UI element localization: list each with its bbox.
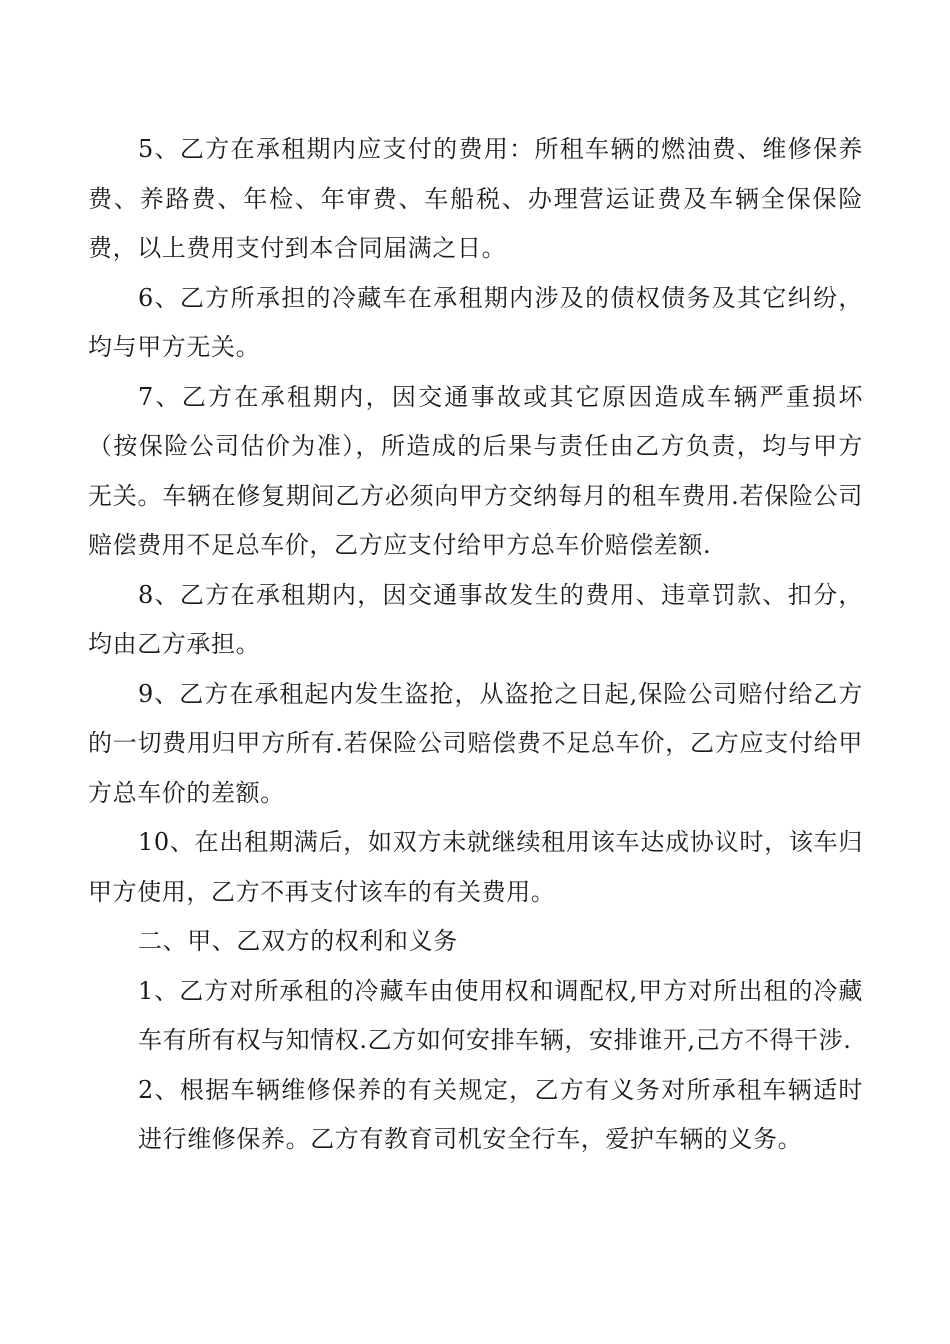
clause-7: 7、乙方在承租期内，因交通事故或其它原因造成车辆严重损坏（按保险公司估价为准），所造成的后果与责任由乙方负责，均与甲方无关。车辆在修复期间乙方必须向甲方交纳每月的租车费用.若保险公司赔偿费用不足总车价，乙方应支付给甲方总车价赔偿差额.: [88, 382, 863, 559]
clause-8: 8、乙方在承租期内，因交通事故发生的费用、违章罚款、扣分，均由乙方承担。: [88, 580, 863, 658]
section-item-1: 1、乙方对所承租的冷藏车由使用权和调配权,甲方对所出租的冷藏车有所有权与知情权.乙方如何安排车辆，安排谁开,己方不得干涉.: [138, 976, 863, 1054]
document-body: [88, 125, 863, 1165]
clause-9: 9、乙方在承租起内发生盗抢，从盗抢之日起,保险公司赔付给乙方的一切费用归甲方所有.若保险公司赔偿费不足总车价，乙方应支付给甲方总车价的差额。: [88, 679, 863, 807]
clause-6: 6、乙方所承担的冷藏车在承租期内涉及的债权债务及其它纠纷，均与甲方无关。: [88, 283, 863, 361]
clause-10: 10、在出租期满后，如双方未就继续租用该车达成协议时，该车归甲方使用，乙方不再支付该车的有关费用。: [88, 828, 863, 906]
section-item-2: 2、根据车辆维修保养的有关规定，乙方有义务对所承租车辆适时进行维修保养。乙方有教育司机安全行车，爱护车辆的义务。: [138, 1075, 863, 1153]
clause-5: 5、乙方在承租期内应支付的费用：所租车辆的燃油费、维修保养费、养路费、年检、年审费、车船税、办理营运证费及车辆全保保险费，以上费用支付到本合同届满之日。: [88, 135, 863, 262]
section-heading: 二、甲、乙双方的权利和义务: [138, 927, 458, 955]
